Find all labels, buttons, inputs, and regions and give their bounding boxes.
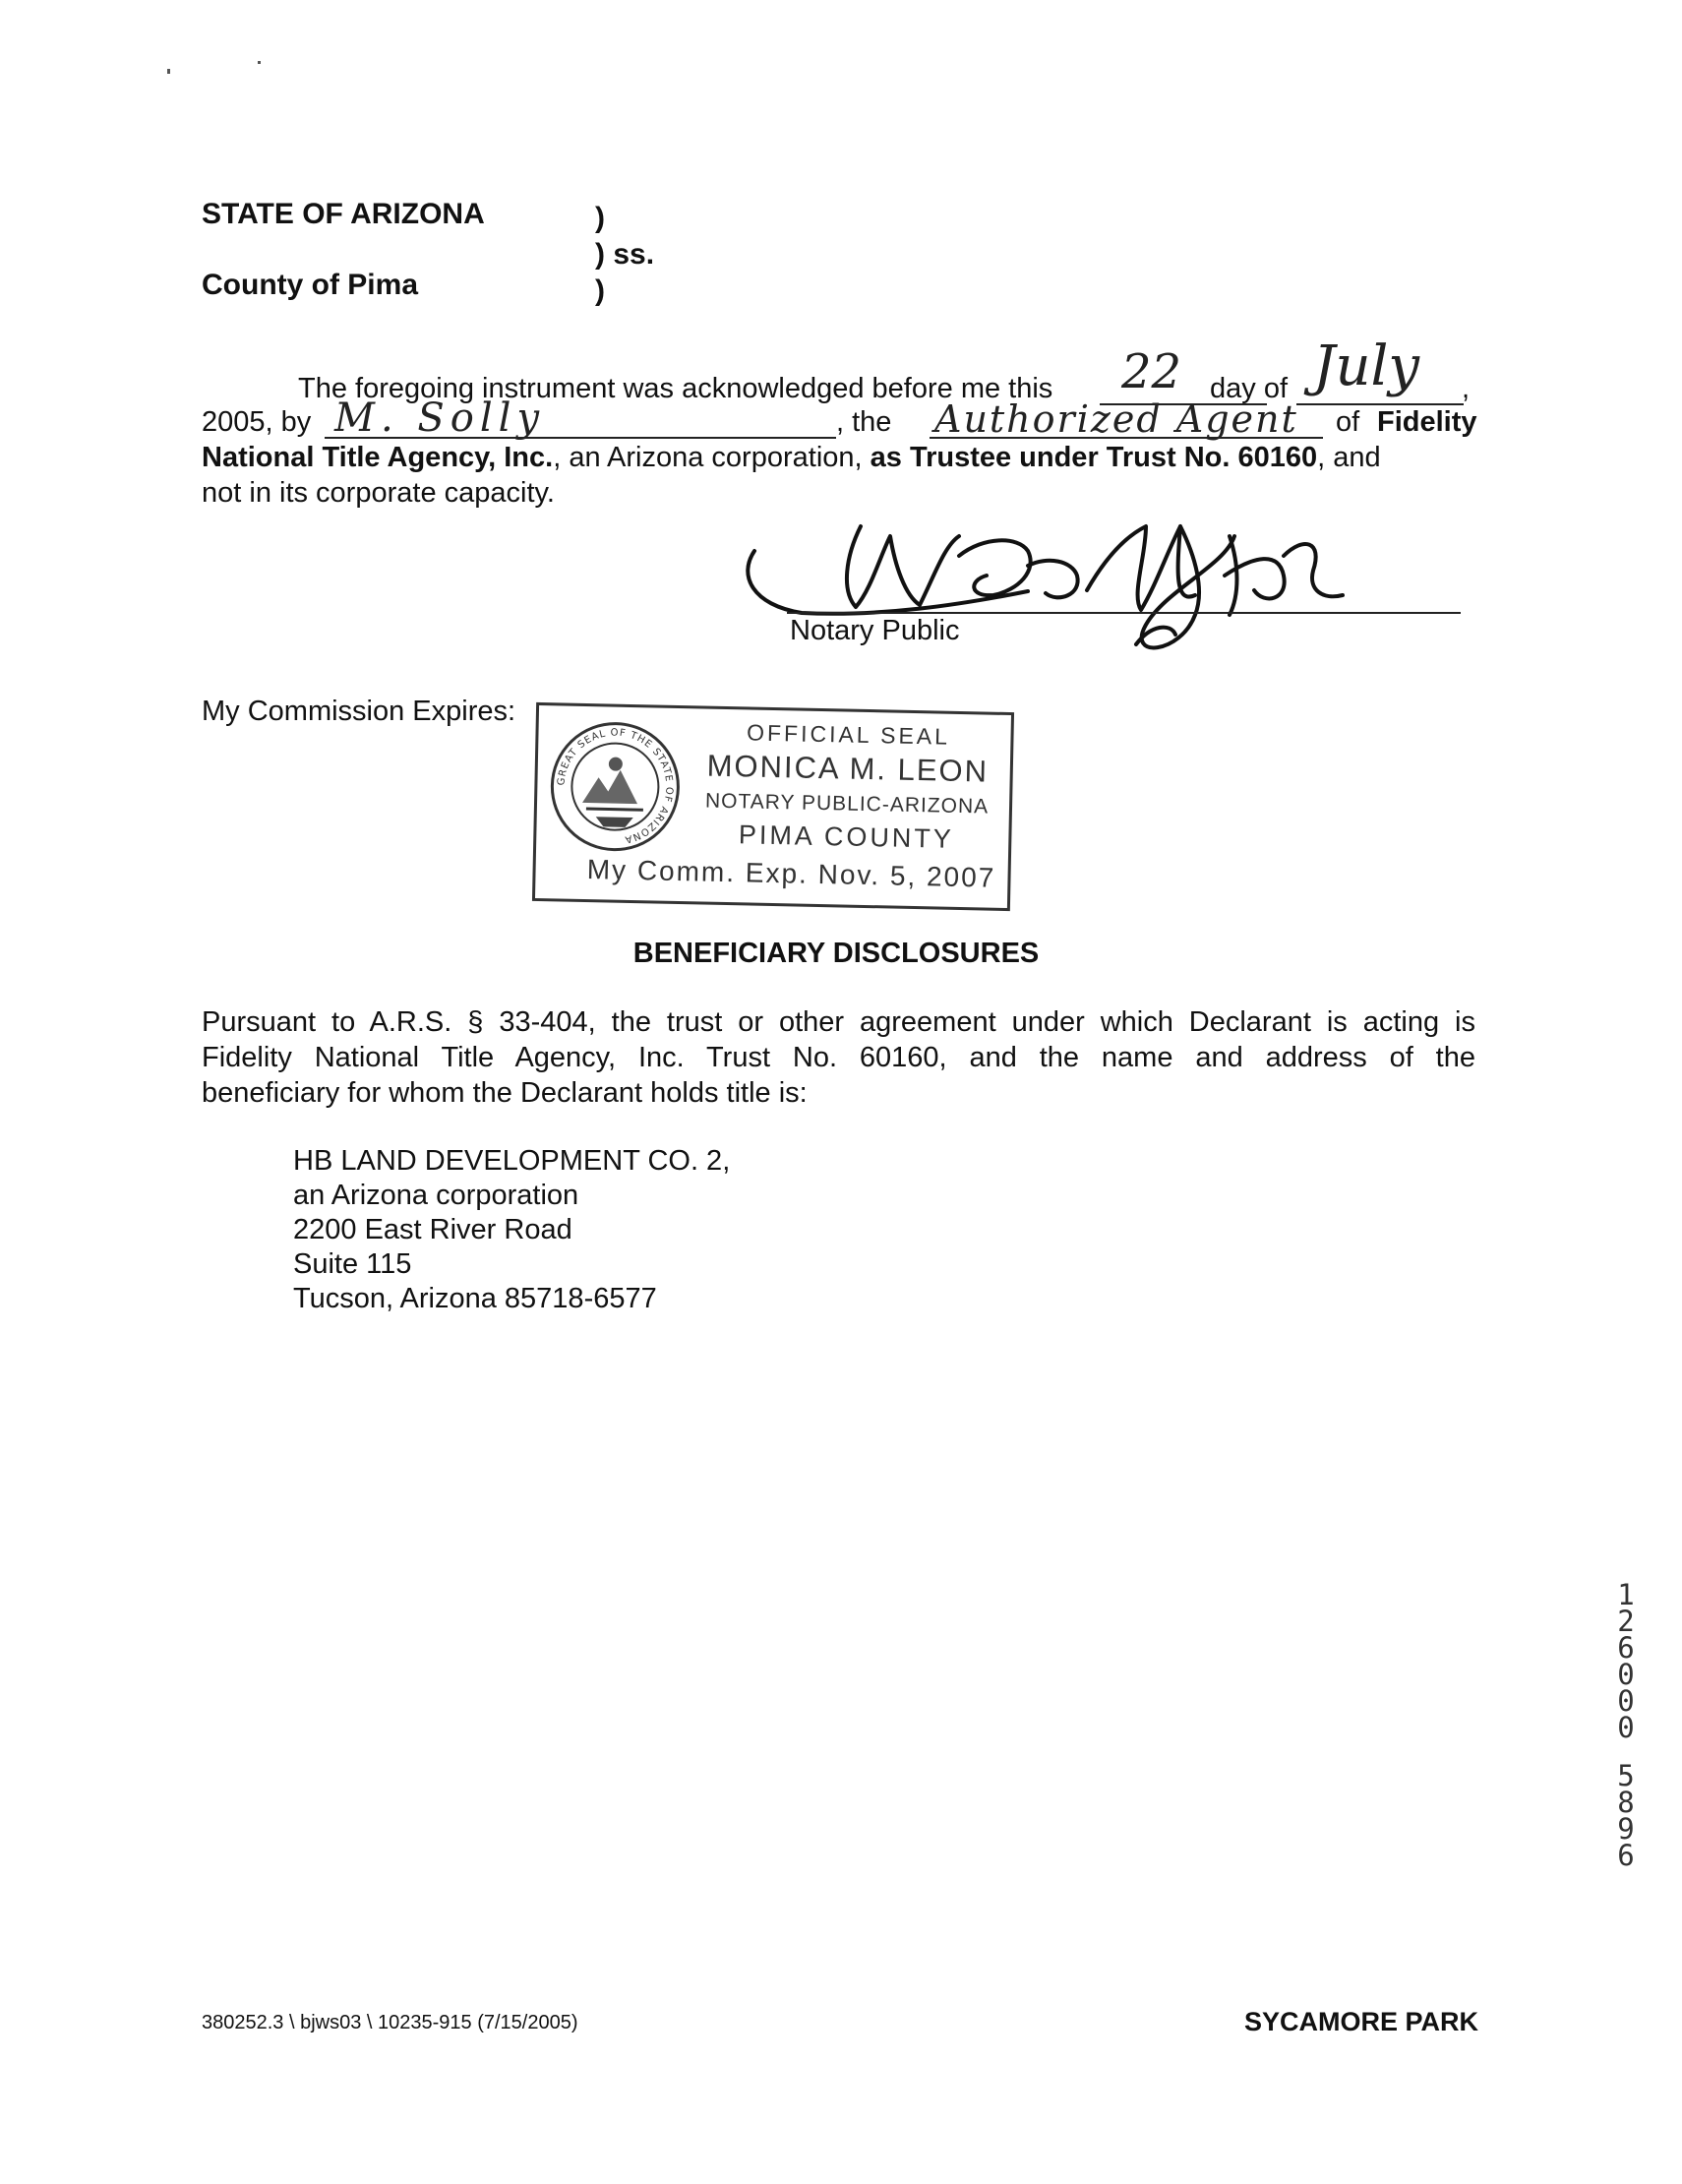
name-handwritten: M. Solly: [334, 395, 546, 441]
county-label: County of Pima: [202, 269, 419, 301]
stamp-digit: 6: [1617, 1631, 1635, 1665]
ack-the: , the: [836, 406, 892, 438]
address-line: an Arizona corporation: [293, 1180, 579, 1211]
trustee-text: as Trustee under Trust No. 60160: [870, 442, 1318, 473]
and-text: , and: [1317, 442, 1381, 473]
scan-speck: [167, 69, 170, 74]
stamp-digit: 6: [1617, 1839, 1635, 1872]
ack-text-2: day of: [1210, 373, 1288, 404]
stamp-digit: 0: [1617, 1711, 1635, 1744]
day-handwritten: 22: [1121, 344, 1182, 399]
stamp-digit: 8: [1617, 1786, 1635, 1819]
address-line: Tucson, Arizona 85718-6577: [293, 1283, 657, 1314]
disclosures-line-2: Fidelity National Title Agency, Inc. Trust No. 60160, and the name and address of the: [202, 1042, 1475, 1073]
notary-public-label: Notary Public: [790, 615, 960, 646]
disclosures-heading: BENEFICIARY DISCLOSURES: [632, 938, 1040, 969]
disclosures-line-1: Pursuant to A.R.S. § 33-404, the trust or other agreement under which Declarant is acting is: [202, 1006, 1475, 1038]
ack-year-by: 2005, by: [202, 406, 312, 438]
ack-of: of: [1336, 406, 1360, 438]
seal-emblem-text: GREAT SEAL OF THE STATE OF ARIZONA: [556, 727, 675, 845]
ack-fidelity: Fidelity: [1377, 406, 1477, 438]
disclosures-line-3: beneficiary for whom the Declarant holds title is:: [202, 1077, 808, 1109]
ack-line-3: [202, 441, 1381, 474]
recording-stamp: [1609, 1578, 1643, 1872]
ack-capacity: not in its corporate capacity.: [202, 477, 555, 509]
az-corp-text: , an Arizona corporation,: [553, 442, 863, 473]
commission-expires-label: My Commission Expires:: [202, 696, 516, 727]
stamp-digit: 2: [1617, 1605, 1635, 1638]
official-seal-stamp: [532, 702, 1014, 911]
stamp-digit: 0: [1617, 1658, 1635, 1691]
agency-name: National Title Agency, Inc.: [202, 442, 554, 473]
scan-speck: [258, 61, 261, 64]
stamp-digit: 1: [1617, 1578, 1635, 1611]
venue-paren-3: ): [595, 274, 605, 307]
address-line: HB LAND DEVELOPMENT CO. 2,: [293, 1145, 731, 1177]
seal-notary-name: MONICA M. LEON: [706, 748, 990, 789]
venue-paren-1: ): [595, 202, 605, 234]
stamp-digit: 5: [1617, 1759, 1635, 1792]
ack-text-1: The foregoing instrument was acknowledged before me this: [298, 373, 1053, 404]
stamp-digit: 9: [1617, 1812, 1635, 1846]
ack-comma: ,: [1462, 373, 1471, 404]
seal-notary-title: NOTARY PUBLIC-ARIZONA: [704, 789, 990, 819]
address-line: Suite 115: [293, 1248, 412, 1280]
venue-ss: ) ss.: [595, 238, 655, 271]
footer-project-name: SYCAMORE PARK: [1244, 2007, 1479, 2036]
month-handwritten: July: [1313, 334, 1420, 398]
seal-official: OFFICIAL SEAL: [746, 719, 951, 750]
title-handwritten: Authorized Agent: [934, 397, 1298, 441]
state-label: STATE OF ARIZONA: [202, 198, 485, 230]
seal-county: PIMA COUNTY: [738, 819, 955, 854]
seal-expiration: My Comm. Exp. Nov. 5, 2007: [586, 854, 996, 893]
stamp-digit: 0: [1617, 1684, 1635, 1718]
footer-doc-ref: 380252.3 \ bjws03 \ 10235-915 (7/15/2005): [202, 2012, 578, 2033]
address-line: 2200 East River Road: [293, 1214, 572, 1245]
